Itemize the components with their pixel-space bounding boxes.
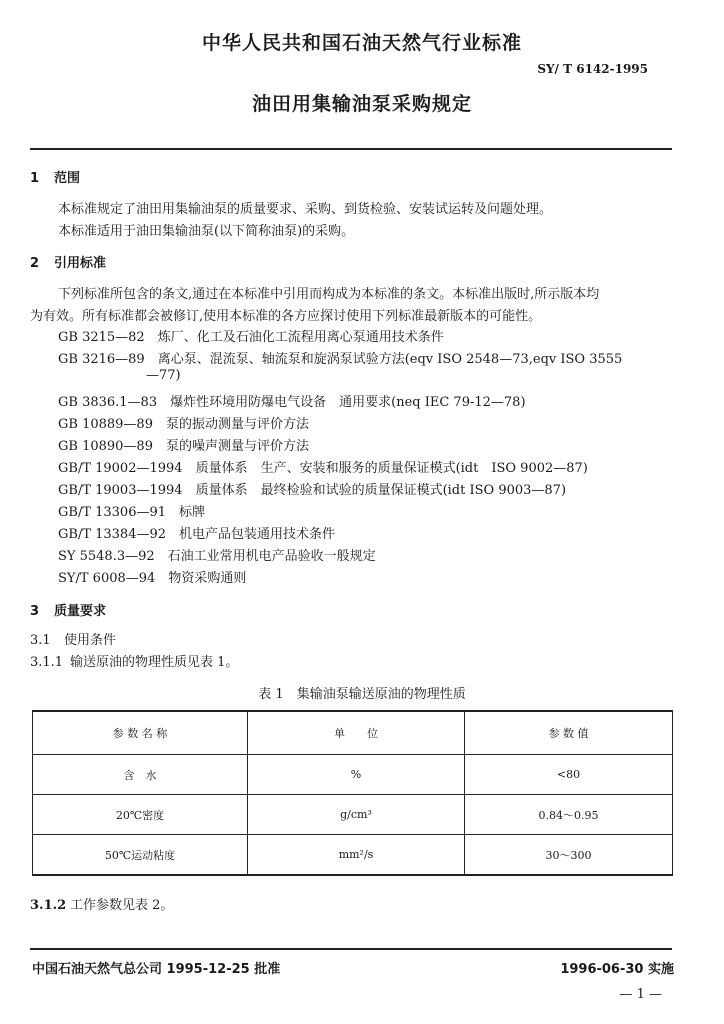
reference-item <box>58 523 335 542</box>
reference-item <box>58 457 588 476</box>
reference-title: —77) <box>146 368 181 383</box>
reference-title: 机电产品包装通用技术条件 <box>179 527 336 542</box>
table-cell: g/cm³ <box>248 795 465 835</box>
table-cell: 0.84～0.95 <box>465 795 673 835</box>
table-header-row <box>33 711 673 755</box>
table-cell: mm²/s <box>248 835 465 876</box>
section-title: 范围 <box>54 171 81 186</box>
clause-text: 使用条件 <box>64 633 117 648</box>
table-row <box>33 835 673 876</box>
section-1-paragraph-1: 本标准规定了油田用集输油泵的质量要求、采购、到货检验、安装试运转及问题处理。 <box>58 202 553 217</box>
page-number: — 1 — <box>619 987 662 1002</box>
reference-code: GB 3836.1—83 <box>58 395 158 410</box>
table-cell: 50℃运动粘度 <box>33 835 248 876</box>
table-cell: % <box>248 755 465 795</box>
section-2-heading <box>30 252 106 271</box>
reference-code: GB 3215—82 <box>58 330 145 345</box>
footer-divider <box>30 948 672 950</box>
reference-title: 爆炸性环境用防爆电气设备 通用要求(neq IEC 79-12—78) <box>170 395 526 410</box>
table-cell: 含 水 <box>33 755 248 795</box>
reference-item <box>58 326 444 345</box>
document-title: 油田用集输油泵采购规定 <box>251 93 472 115</box>
table-row <box>33 795 673 835</box>
reference-code: GB 3216—89 <box>58 352 145 367</box>
reference-item <box>58 348 622 367</box>
reference-continuation <box>146 368 181 383</box>
reference-code: GB/T 13306—91 <box>58 505 167 520</box>
reference-code: SY 5548.3—92 <box>58 549 155 564</box>
reference-title: 离心泵、混流泵、轴流泵和旋涡泵试验方法(eqv ISO 2548—73,eqv ISO 3555 <box>157 352 623 367</box>
section-title: 引用标准 <box>54 256 107 271</box>
approval-line: 中国石油天然气总公司 1995-12-25 批准 <box>32 962 281 977</box>
reference-code: GB/T 19003—1994 <box>58 483 183 498</box>
section-number: 2 <box>30 256 40 271</box>
section-title: 质量要求 <box>54 604 107 619</box>
industry-standard-heading: 中华人民共和国石油天然气行业标准 <box>201 32 522 54</box>
table-row <box>33 755 673 795</box>
table-cell: <80 <box>465 755 673 795</box>
table-1-caption: 表 1 集输油泵输送原油的物理性质 <box>258 687 466 702</box>
column-header: 参 数 名 称 <box>33 711 248 755</box>
reference-title: 质量体系 生产、安装和服务的质量保证模式(idt ISO 9002—87) <box>195 461 588 476</box>
table-cell: 20℃密度 <box>33 795 248 835</box>
implementation-date: 1996-06-30 实施 <box>560 962 674 977</box>
reference-code: GB 10889—89 <box>58 417 153 432</box>
clause-3-1-1 <box>30 651 238 670</box>
clause-text: 工作参数见表 2。 <box>70 898 174 913</box>
clause-number: 3.1 <box>30 633 51 648</box>
section-1-paragraph-2: 本标准适用于油田集输油泵(以下简称油泵)的采购。 <box>58 224 355 239</box>
reference-title: 物资采购通则 <box>168 571 247 586</box>
reference-code: GB 10890—89 <box>58 439 153 454</box>
reference-item <box>58 545 376 564</box>
reference-title: 石油工业常用机电产品验收一般规定 <box>167 549 376 564</box>
clause-text: 输送原油的物理性质见表 1。 <box>70 655 239 670</box>
reference-item <box>58 435 309 454</box>
reference-code: SY/T 6008—94 <box>58 571 156 586</box>
section-1-heading <box>30 167 80 186</box>
reference-title: 泵的噪声测量与评价方法 <box>165 439 309 454</box>
section-number: 3 <box>30 604 40 619</box>
reference-code: GB/T 19002—1994 <box>58 461 183 476</box>
reference-item <box>58 479 566 498</box>
clause-number: 3.1.1 <box>30 655 64 670</box>
column-header: 单 位 <box>248 711 465 755</box>
reference-item <box>58 413 309 432</box>
reference-item <box>58 501 205 520</box>
section-2-intro-line-1: 下列标准所包含的条文,通过在本标准中引用而构成为本标准的条文。本标准出版时,所示版本均 <box>58 287 600 302</box>
clause-3-1 <box>30 629 116 648</box>
reference-item <box>58 567 246 586</box>
reference-title: 泵的振动测量与评价方法 <box>165 417 309 432</box>
reference-title: 质量体系 最终检验和试验的质量保证模式(idt ISO 9003—87) <box>195 483 567 498</box>
reference-title: 标牌 <box>179 505 206 520</box>
column-header: 参 数 值 <box>465 711 673 755</box>
clause-number: 3.1.2 <box>30 898 67 913</box>
table-1 <box>32 710 673 876</box>
reference-item <box>58 391 526 410</box>
standard-code: SY/ T 6142-1995 <box>537 62 648 76</box>
section-3-heading <box>30 600 106 619</box>
table-cell: 30～300 <box>465 835 673 876</box>
section-2-intro-line-2: 为有效。所有标准都会被修订,使用本标准的各方应探讨使用下列标准最新版本的可能性。 <box>30 309 542 324</box>
section-number: 1 <box>30 171 40 186</box>
reference-code: GB/T 13384—92 <box>58 527 167 542</box>
reference-title: 炼厂、化工及石油化工流程用离心泵通用技术条件 <box>157 330 444 345</box>
clause-3-1-2 <box>30 894 173 913</box>
header-divider <box>30 148 672 150</box>
